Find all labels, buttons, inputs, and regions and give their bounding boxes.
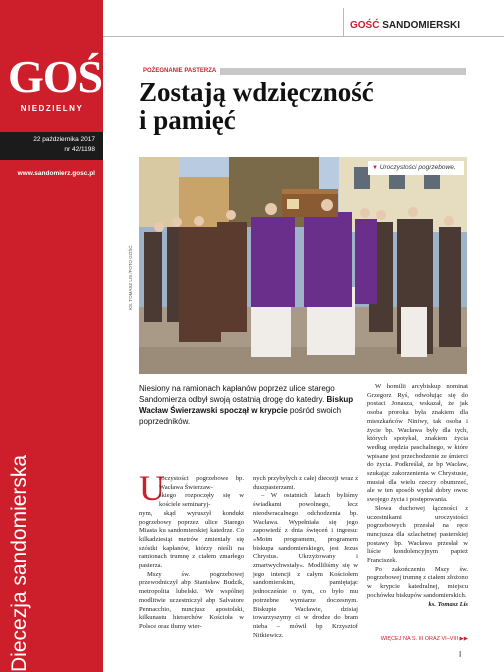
body-paragraph: W homilii arcybiskup nominat Grzegorz Ryś, odwołując się do postaci Jonasza, wskazał, że jak osoba proroka była znakiem dla mieszkańców Niniwy, tak osoba i życie bp. Wacława były dla tych, których spotykał, znakiem życia według orędzia paschalnego, w które wpisane jest przechodzenie ze śmierci do życia. Podkreślał, że bp Wacław, szukając zakorzenienia w Chrystusie, musiał dla wielu rzeczy obumrzeć, ale w ten sposób wydał dobry owoc swojego życia i postępowania. <box>367 383 468 504</box>
headline-line-2: i pamięć <box>139 105 236 135</box>
issue-number: nr 42/1198 <box>64 146 95 153</box>
body-paragraph: – W ostatnich latach byliśmy świadkami powolnego, lecz nieodwracalnego odchodzenia bp. Wacława. Wypełniała się jego zapowiedź z dnia święceń i ingresu: »Moim programem, programem biskupa sandomierskiego, jest Jezus Chrystus. Ukrzyżowany i zmartwychwstały«. Modliliśmy się w jego intencji z całym Kościołem sandomierskim, pamiętając jednocześnie o tym, co było mu potrzebne wymiarze doczesnym. Biskupie Wacławie, dzisiaj towarzyszymy ci w drodze do bram nieba – mówił bp Krzysztof Nitkiewicz. <box>253 492 358 639</box>
caption-triangle-icon: ▼ <box>372 165 378 171</box>
funeral-photo <box>139 157 467 374</box>
photo-caption <box>372 164 456 171</box>
body-dropcap-line-1: roczystości pogrzebowe bp. Wacława Świerzaw- <box>159 475 244 491</box>
lead-bold: Biskup Wacław Świerzawski spoczął w krypcie <box>139 395 354 415</box>
header-divider <box>343 8 344 36</box>
body-paragraph: nych przybyłych z całej diecezji wraz z duszpasterzami. <box>253 475 358 491</box>
drop-cap: U <box>139 468 165 508</box>
website-link[interactable]: www.sandomierz.gosc.pl <box>17 170 95 177</box>
body-paragraph: Słowa duchowej łączności z uczestnikami uroczystości pogrzebowych przesłał na ręce nuncjusza dla szlachetnej pasterskiej postawy bp. Wacława przesłał w liście kondolencyjnym papież Franciszek. <box>367 504 468 565</box>
body-paragraph: nym, skąd wyruszył kondukt pogrzebowy poprzez ulice Starego Miasta ku sandomierskiej katedrze. Co kilkadziesiąt metrów zmieniały się szóstki kapłanów, którzy nieśli na ramionach trumnę z ciałem zmarłego pasterza. <box>139 509 244 570</box>
article-lead <box>139 383 357 427</box>
caption-text: Uroczystości pogrzebowe. <box>379 164 456 171</box>
edition-prefix: GOŚĆ <box>350 20 380 31</box>
photo-credit: KS. TOMASZ LIS /FOTO GOŚĆ <box>128 245 133 310</box>
page-number: I <box>459 650 462 659</box>
body-column-3 <box>367 383 468 609</box>
lead-part-2: pośród swoich poprzedników. <box>139 406 342 426</box>
more-pages-link[interactable]: WIĘCEJ NA S. III ORAZ VI–VIII ▶▶ <box>380 636 468 642</box>
header-rule <box>103 0 504 37</box>
edition-name: SANDOMIERSKI <box>382 20 461 31</box>
issue-date: 22 października 2017 <box>33 136 95 143</box>
headline-line-1: Zostają wdzięczność <box>139 77 374 107</box>
lead-part-1: Niesiony na ramionach kapłanów poprzez ulice starego Sandomierza odbył swoją ostatnią drogę do katedry. <box>139 384 335 404</box>
edition-label <box>350 20 460 31</box>
headline <box>139 78 469 134</box>
logo: GOŚĆ <box>8 51 135 102</box>
body-dropcap-line-2: skiego rozpoczęły się w kościele seminaryj- <box>159 492 244 509</box>
body-paragraph: Mszy św. pogrzebowej przewodniczył abp Stanisław Budzik, metropolita lubelski. We wspólnej modlitwie uczestniczył abp Salvatore Pennacchio, nuncjusz apostolski, kilkunastu hierarchów Kościoła w Polsce oraz tłumy wier- <box>139 570 244 630</box>
logo-subtitle: NIEDZIELNY <box>20 104 84 113</box>
body-column-2 <box>253 475 358 640</box>
section-label: POŻEGNANIE PASTERZA <box>139 67 220 75</box>
body-column-1 <box>139 475 244 632</box>
article-author: ks. Tomasz Lis <box>428 600 468 608</box>
edition-vertical-title: Diecezja sandomierska <box>8 454 31 672</box>
funeral-photo-illustration <box>139 157 467 374</box>
body-paragraph: Po zakończeniu Mszy św. pogrzebowej trumnę z ciałem złożono w krypcie katedralnej, miejscu pochówku biskupów sandomierskich. <box>367 565 468 599</box>
